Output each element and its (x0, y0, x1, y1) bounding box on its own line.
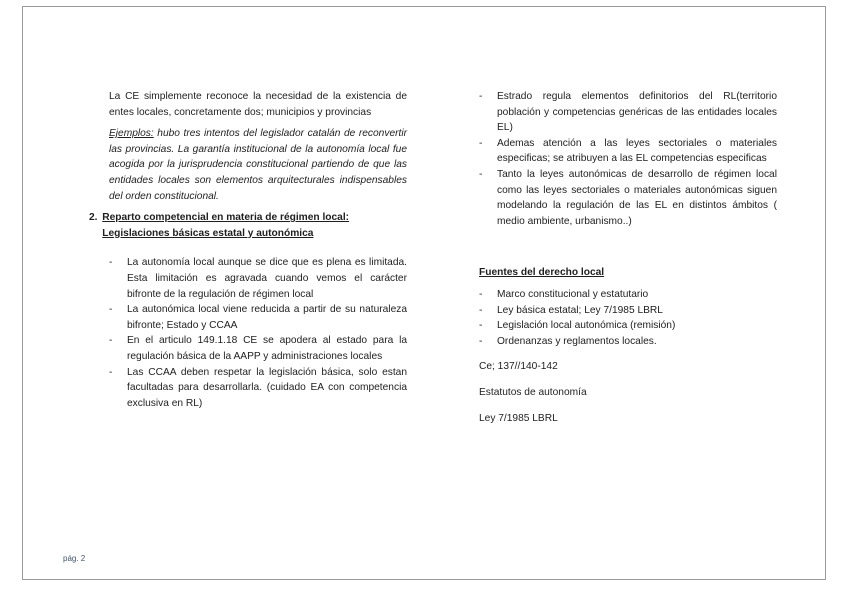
sources-list (479, 287, 777, 349)
left-bullet-list (109, 255, 407, 411)
page-number: pág. 2 (63, 554, 86, 563)
list-item: - Las CCAA deben respetar la legislación básica, solo estan facultadas para desarrollarla. (cuidado EA con competencia exclusiva en RL) (109, 365, 407, 412)
list-item: - En el articulo 149.1.18 CE se apodera al estado para la regulación básica de la AAPP y administraciones locales (109, 333, 407, 364)
example-label: Ejemplos: (109, 128, 154, 140)
section-title: Reparto competencial en materia de régimen local: Legislaciones básicas estatal y autonómica (102, 212, 350, 239)
list-item: - Ademas atención a las leyes sectoriales o materiales especificas; se atribuyen a las EL competencias especificas (479, 136, 777, 167)
right-column (479, 89, 777, 432)
intro-paragraph: La CE simplemente reconoce la necesidad de la existencia de entes locales, concretamente dos; municipios y provincias (109, 91, 407, 118)
list-item: - La autonomía local aunque se dice que es plena es limitada. Esta limitación es agravada cuando vemos el carácter bifronte de la regulación de régimen local (109, 255, 407, 302)
list-item: - Ordenanzas y reglamentos locales. (479, 334, 777, 350)
left-column (89, 89, 407, 411)
reference-line: Ce; 137//140-142 (479, 361, 558, 373)
list-item: - Estrado regula elementos definitorios del RL(territorio población y competencias genéricas de las entidades locales EL) (479, 89, 777, 136)
example-paragraph (109, 126, 407, 204)
document-page (22, 6, 826, 580)
list-item: - Tanto la leyes autonómicas de desarrollo de régimen local como las leyes sectoriales o materiales autonómicas siguen modelando la regulación de las EL en distintos ámbitos ( medio ambiente, urbanismo..) (479, 167, 777, 229)
section-number: 2. (89, 212, 98, 224)
list-item: - Legislación local autonómica (remisión) (479, 318, 777, 334)
sources-heading: Fuentes del derecho local (479, 267, 605, 279)
reference-line: Ley 7/1985 LBRL (479, 412, 558, 424)
list-item: - Marco constitucional y estatutario (479, 287, 777, 303)
list-item: - La autonómica local viene reducida a partir de su naturaleza bifronte; Estado y CCAA (109, 302, 407, 333)
reference-line: Estatutos de autonomía (479, 386, 587, 398)
right-bullet-list (479, 89, 777, 229)
section-heading (89, 210, 407, 241)
example-text: hubo tres intentos del legislador catalán de reconvertir las provincias. La garantía institucional de la autonomía local fue acogida por la jurisprudencia constitucional partiendo de que las entidades locales son elementos arquitecturales indispensables del orden constitucional. (109, 128, 407, 202)
list-item: - Ley básica estatal; Ley 7/1985 LBRL (479, 303, 777, 319)
